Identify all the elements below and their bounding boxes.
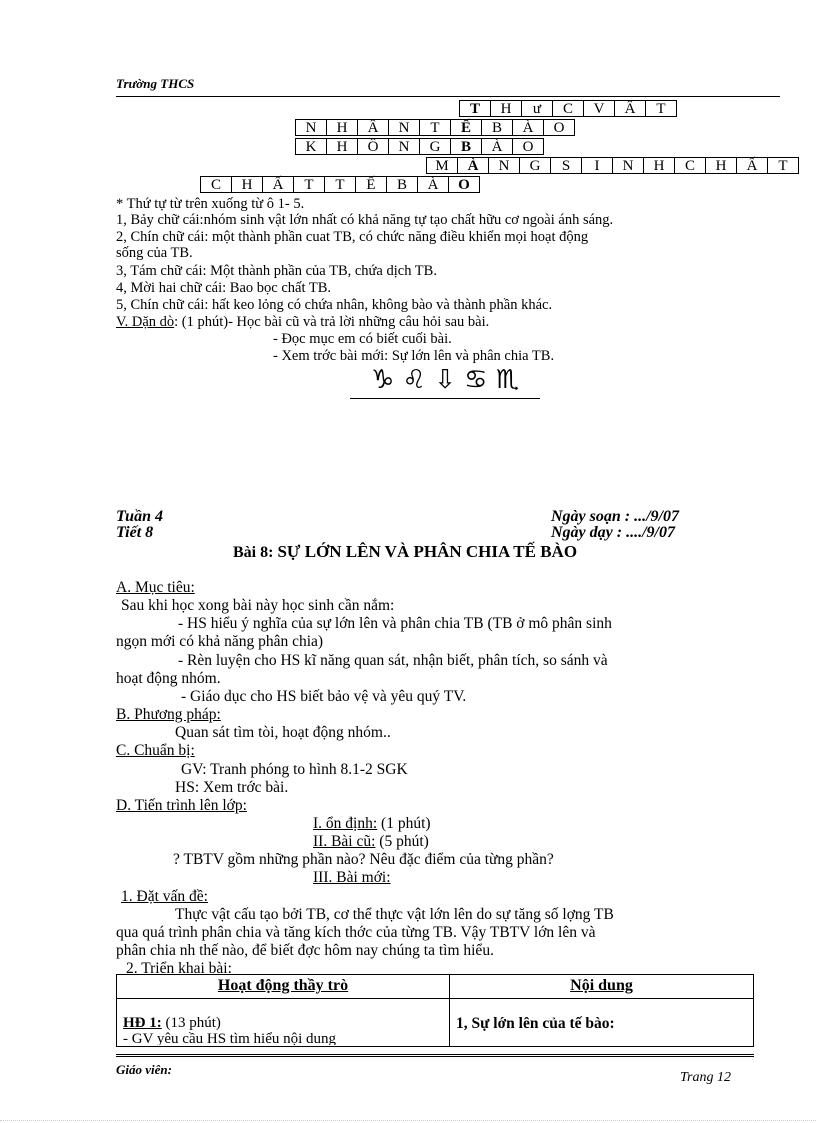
- crossword-cell: C: [200, 176, 232, 193]
- crossword-row-4: [426, 157, 799, 174]
- section-d-title: D. Tiến trình lên lớp:: [116, 797, 247, 814]
- review-question: ? TBTV gồm những phần nào? Nêu đặc điểm của từng phần?: [173, 851, 554, 868]
- homework-line-3: - Xem trớc bài mới: Sự lớn lên và phân chia TB.: [273, 348, 555, 364]
- table-cell-content: 1, Sự lớn lên của tế bào:: [450, 999, 754, 1047]
- section-b-title: B. Phương pháp:: [116, 706, 221, 723]
- crossword-cell: H: [490, 100, 522, 117]
- crossword-cell: H: [705, 157, 737, 174]
- crossword-cell: T: [293, 176, 325, 193]
- crossword-cell: N: [295, 119, 327, 136]
- crossword-cell: À: [417, 176, 449, 193]
- homework-line-2: - Đọc mục em có biết cuối bài.: [273, 331, 452, 347]
- crossword-cell: M: [426, 157, 458, 174]
- page-edge: [0, 1120, 816, 1121]
- section-c-title: C. Chuẩn bị:: [116, 742, 195, 759]
- objective-1-cont: ngọn mới có khả năng phân chia): [116, 633, 324, 650]
- crossword-cell: Ấ: [262, 176, 294, 193]
- section-a-title: A. Mục tiêu:: [116, 579, 195, 596]
- crossword-key-cell: À: [457, 157, 489, 174]
- crossword-cell: G: [419, 138, 451, 155]
- crossword-cell: T: [324, 176, 356, 193]
- intro-line-3: phân chia nh thế nào, để biết đợc hôm nay chúng ta tìm hiểu.: [116, 942, 494, 959]
- crossword-cell: V: [583, 100, 615, 117]
- crossword-cell: N: [488, 157, 520, 174]
- page-number: Trang 12: [680, 1070, 731, 1085]
- crossword-cell: H: [326, 119, 358, 136]
- crossword-row-3: [295, 138, 544, 155]
- clue-2: 2, Chín chữ cái: một thành phần cuat TB, có chức năng điều khiển mọi hoạt động: [116, 229, 589, 245]
- intro-line-2: qua quá trình phân chia và tăng kích thớc của từng TB. Vậy TBTV lớn lên và: [116, 924, 596, 941]
- clue-5: 5, Chín chữ cái: hất keo lỏng có chứa nhân, không bào và thành phần khác.: [116, 297, 553, 313]
- period-label: Tiết 8: [116, 524, 154, 541]
- crossword-cell: G: [519, 157, 551, 174]
- objective-2-cont: hoạt động nhóm.: [116, 670, 221, 687]
- clue-4: 4, Mời hai chữ cái: Bao bọc chất TB.: [116, 280, 331, 296]
- crossword-cell: T: [419, 119, 451, 136]
- objective-2: - Rèn luyện cho HS kĩ năng quan sát, nhận biết, phân tích, so sánh và: [178, 652, 608, 669]
- crossword-cell: H: [643, 157, 675, 174]
- subsection-1-title: 1. Đặt vấn đề:: [121, 888, 208, 905]
- crossword-cell: Ô: [357, 138, 389, 155]
- objective-1: - HS hiểu ý nghĩa của sự lớn lên và phân chia TB (TB ở mô phân sinh: [178, 615, 612, 632]
- crossword-key-cell: Ế: [450, 119, 482, 136]
- crossword-cell: N: [388, 119, 420, 136]
- objective-3: - Giáo dục cho HS biết bảo vệ và yêu quý TV.: [181, 688, 467, 705]
- crossword-cell: H: [326, 138, 358, 155]
- table-header-activities: Hoạt động thầy trò: [117, 975, 450, 999]
- crossword-cell: Ế: [355, 176, 387, 193]
- crossword-cell: À: [512, 119, 544, 136]
- crossword-cell: H: [231, 176, 263, 193]
- crossword-cell: I: [581, 157, 613, 174]
- section-b-text: Quan sát tìm tòi, hoạt động nhóm..: [175, 724, 391, 741]
- teacher-label: Giáo viên:: [116, 1062, 172, 1077]
- crossword-cell: T: [767, 157, 799, 174]
- clue-2-cont: sống của TB.: [116, 245, 193, 261]
- crossword-key-cell: O: [448, 176, 480, 193]
- prep-student: HS: Xem trớc bài.: [175, 779, 289, 796]
- homework-line-1: V. Dặn dò: (1 phút)- Học bài cũ và trả lời những câu hỏi sau bài.: [116, 314, 490, 330]
- crossword-cell: O: [512, 138, 544, 155]
- step-2: II. Bài cũ: (5 phút): [313, 833, 429, 850]
- clue-3: 3, Tám chữ cái: Một thành phần của TB, chứa dịch TB.: [116, 263, 437, 279]
- step-3: III. Bài mới:: [313, 869, 391, 886]
- crossword-cell: B: [481, 119, 513, 136]
- crossword-cell: À: [481, 138, 513, 155]
- crossword-cell: N: [612, 157, 644, 174]
- footer-rule: [116, 1054, 754, 1057]
- step-1: I. ổn định: (1 phút): [313, 815, 431, 832]
- lesson-title-text: SỰ LỚN LÊN VÀ PHÂN CHIA TẾ BÀO: [277, 542, 578, 561]
- crossword-cell: O: [543, 119, 575, 136]
- crossword-cell: T: [645, 100, 677, 117]
- subsection-2-title: 2. Triển khai bài:: [126, 960, 232, 977]
- activity-table: [116, 974, 754, 1047]
- crossword-key-cell: T: [459, 100, 491, 117]
- crossword-cell: C: [674, 157, 706, 174]
- section-a-intro: Sau khi học xong bài này học sinh cần nắm:: [121, 597, 395, 614]
- table-header-content: Nội dung: [450, 975, 754, 999]
- crossword-cell: C: [552, 100, 584, 117]
- clue-1: 1, Bảy chữ cái:nhóm sinh vật lớn nhất có khả năng tự tạo chất hữu cơ ngoài ánh sáng.: [116, 212, 614, 228]
- header-rule: [116, 96, 780, 97]
- lesson-title: [233, 542, 577, 562]
- date-prepared: Ngày soạn : .../9/07: [551, 508, 679, 525]
- homework-label: V. Dặn dò: [116, 314, 175, 330]
- crossword-cell: Â: [614, 100, 646, 117]
- zodiac-symbols-divider: ♑ ♌ ⇩ ♋ ♏: [350, 364, 540, 399]
- crossword-cell: B: [386, 176, 418, 193]
- week-label: Tuần 4: [116, 508, 163, 525]
- crossword-cell: K: [295, 138, 327, 155]
- crossword-cell: S: [550, 157, 582, 174]
- clue-order: * Thứ tự từ trên xuống từ ô 1- 5.: [116, 196, 305, 212]
- date-taught: Ngày dạy : ..../9/07: [551, 524, 675, 541]
- crossword-cell: Ấ: [736, 157, 768, 174]
- crossword-row-1: [459, 100, 677, 117]
- crossword-row-2: [295, 119, 575, 136]
- table-cell-activity: HĐ 1: (13 phút) - GV yêu cầu HS tìm hiểu nội dung: [117, 999, 450, 1047]
- crossword-row-5: [200, 176, 480, 193]
- crossword-cell: Â: [357, 119, 389, 136]
- prep-teacher: GV: Tranh phóng to hình 8.1-2 SGK: [181, 761, 408, 778]
- crossword-cell: ư: [521, 100, 553, 117]
- intro-line-1: Thực vật cấu tạo bởi TB, cơ thể thực vật lớn lên do sự tăng số lợng TB: [175, 906, 614, 923]
- crossword-cell: N: [388, 138, 420, 155]
- lesson-number: Bài 8:: [233, 544, 274, 561]
- crossword-key-cell: B: [450, 138, 482, 155]
- school-name: Trường THCS: [116, 76, 195, 91]
